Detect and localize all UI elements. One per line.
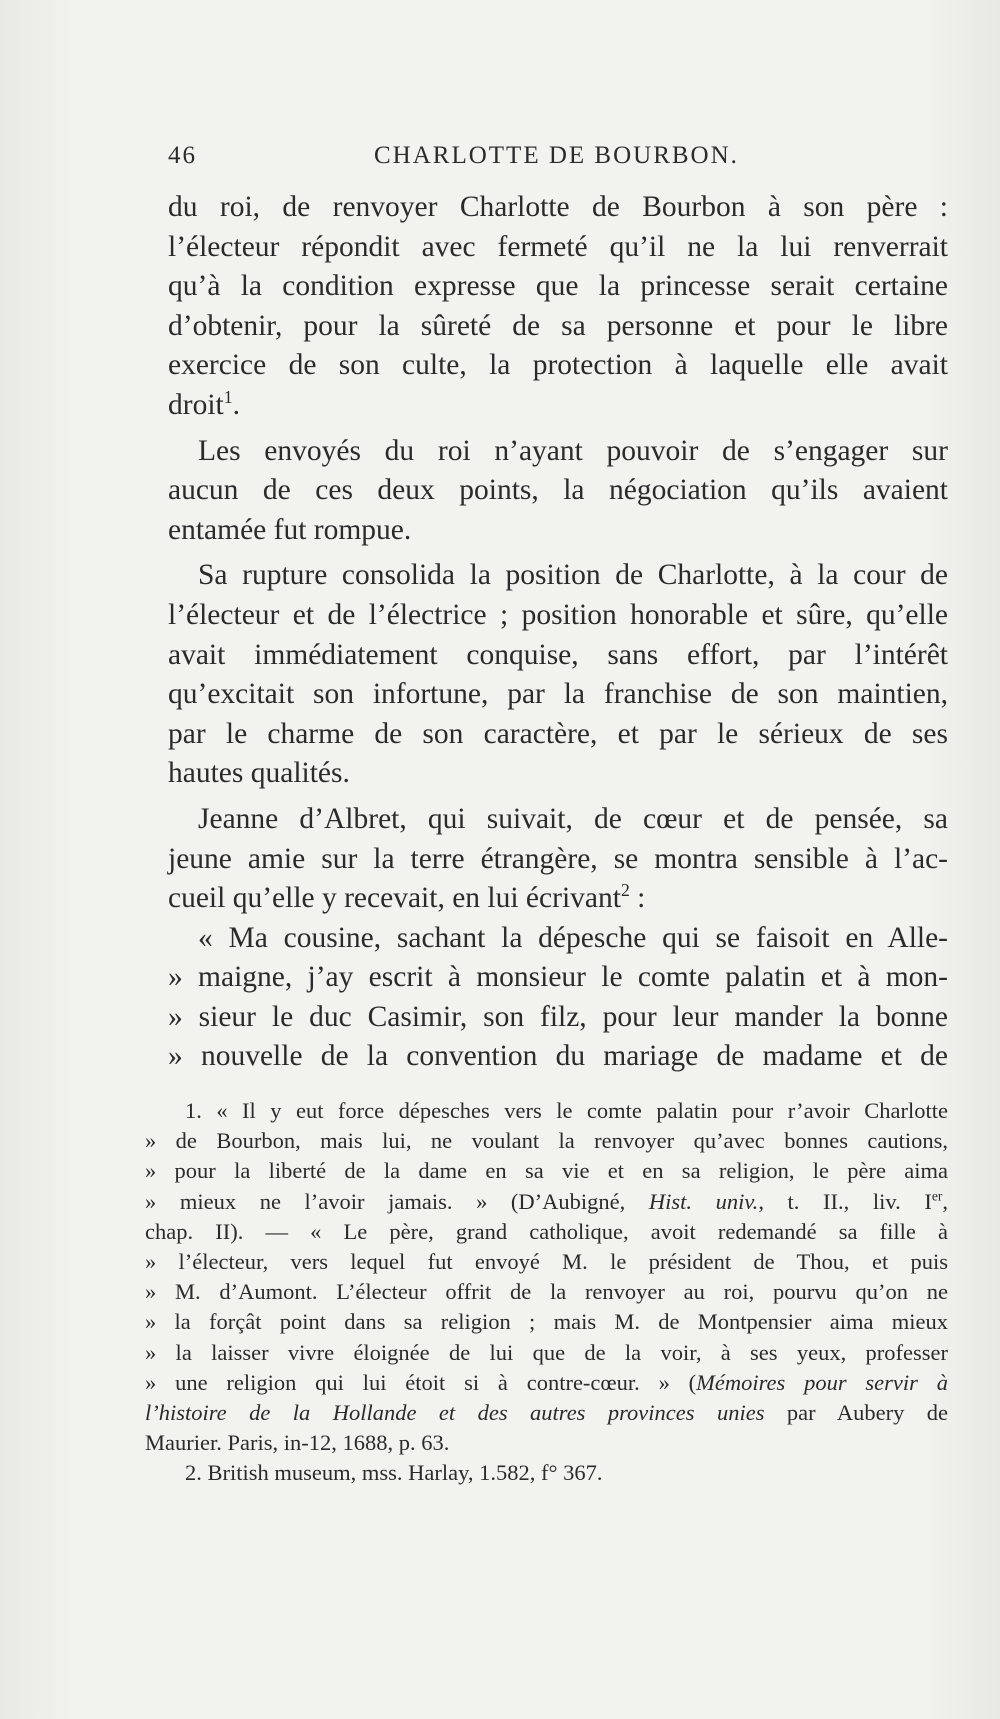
footnotes [145, 1096, 948, 1489]
footnote-line: » l’électeur, vers lequel fut envoyé M. le président de Thou, et puis [145, 1249, 948, 1275]
text-line: l’électeur et de l’électrice ; position honorable et sûre, qu’elle [168, 598, 948, 631]
text-line: l’électeur répondit avec fermeté qu’il ne la lui renverrait [168, 230, 948, 263]
page-number: 46 [168, 142, 197, 169]
text-line: qu’excitait son infortune, par la franchise de son maintien, [168, 678, 948, 711]
text-line: Jeanne d’Albret, qui suivait, de cœur et de pensée, sa [198, 802, 948, 835]
text-line: qu’à la condition expresse que la princesse serait certaine [168, 270, 948, 303]
footnote-line: » une religion qui lui étoit si à contre-cœur. » (Mémoires pour servir à [145, 1369, 948, 1395]
text-line: entamée fut rompue. [168, 513, 412, 546]
text-line: aucun de ces deux points, la négociation qu’ils avaient [168, 474, 948, 507]
footnote-line: chap. II). — « Le père, grand catholique, avoit redemandé sa fille à [145, 1218, 948, 1244]
text-line: avait immédiatement conquise, sans effort, par l’intérêt [168, 638, 948, 671]
text-line: exercice de son culte, la protection à laquelle elle avait [168, 349, 948, 382]
text-line: jeune amie sur la terre étrangère, se montra sensible à l’ac- [168, 842, 948, 875]
text-line: Les envoyés du roi n’ayant pouvoir de s’engager sur [198, 434, 948, 467]
footnote-line: » M. d’Aumont. L’électeur offrit de la renvoyer au roi, pourvu qu’on ne [145, 1279, 948, 1305]
text-line: cueil qu’elle y recevait, en lui écrivant$^2$ : [168, 880, 646, 915]
running-title: CHARLOTTE DE BOURBON. [374, 142, 739, 169]
footnote-line: » pour la liberté de la dame en sa vie et en sa religion, le père aima [145, 1158, 948, 1184]
text-line: « Ma cousine, sachant la dépesche qui se faisoit en Alle- [198, 921, 948, 954]
text-line: » maigne, j’ay escrit à monsieur le comte palatin et à mon- [168, 961, 948, 994]
footnote-ref: 1 [223, 387, 233, 408]
text-line: droit$^1$. [168, 387, 240, 421]
footnote-line: 1. « Il y eut force dépesches vers le comte palatin pour r’avoir Charlotte [185, 1098, 948, 1123]
footnote-line: » mieux ne l’avoir jamais. » (D’Aubigné, Hist. univ., t. II., liv. Ier, [145, 1188, 948, 1214]
text-line: » nouvelle de la convention du mariage de madame et de [168, 1040, 948, 1073]
footnote-line: 2. British museum, mss. Harlay, 1.582, f° 367. [185, 1460, 603, 1486]
footnote-line: » la forçât point dans sa religion ; mais M. de Montpensier aima mieux [145, 1309, 948, 1335]
text-line: par le charme de son caractère, et par le sérieux de ses [168, 717, 948, 750]
footnote-line: l’histoire de la Hollande et des autres provinces unies par Aubery de [145, 1400, 949, 1426]
main-text [168, 188, 948, 1077]
footnote-line: Maurier. Paris, in-12, 1688, p. 63. [145, 1430, 450, 1456]
footnote-ref: 2 [620, 880, 630, 901]
footnote-line: » la laisser vivre éloignée de lui que de la voir, à ses yeux, professer [145, 1339, 948, 1365]
text-line: du roi, de renvoyer Charlotte de Bourbon à son père : [168, 191, 948, 223]
text-line: hautes qualités. [168, 757, 350, 790]
footnote-line: » de Bourbon, mais lui, ne voulant la renvoyer qu’avec bonnes cautions, [145, 1128, 948, 1154]
text-line: » sieur le duc Casimir, son filz, pour leur mander la bonne [168, 1000, 948, 1033]
text-line: Sa rupture consolida la position de Charlotte, à la cour de [198, 559, 948, 592]
text-line: d’obtenir, pour la sûreté de sa personne et pour le libre [168, 309, 948, 342]
